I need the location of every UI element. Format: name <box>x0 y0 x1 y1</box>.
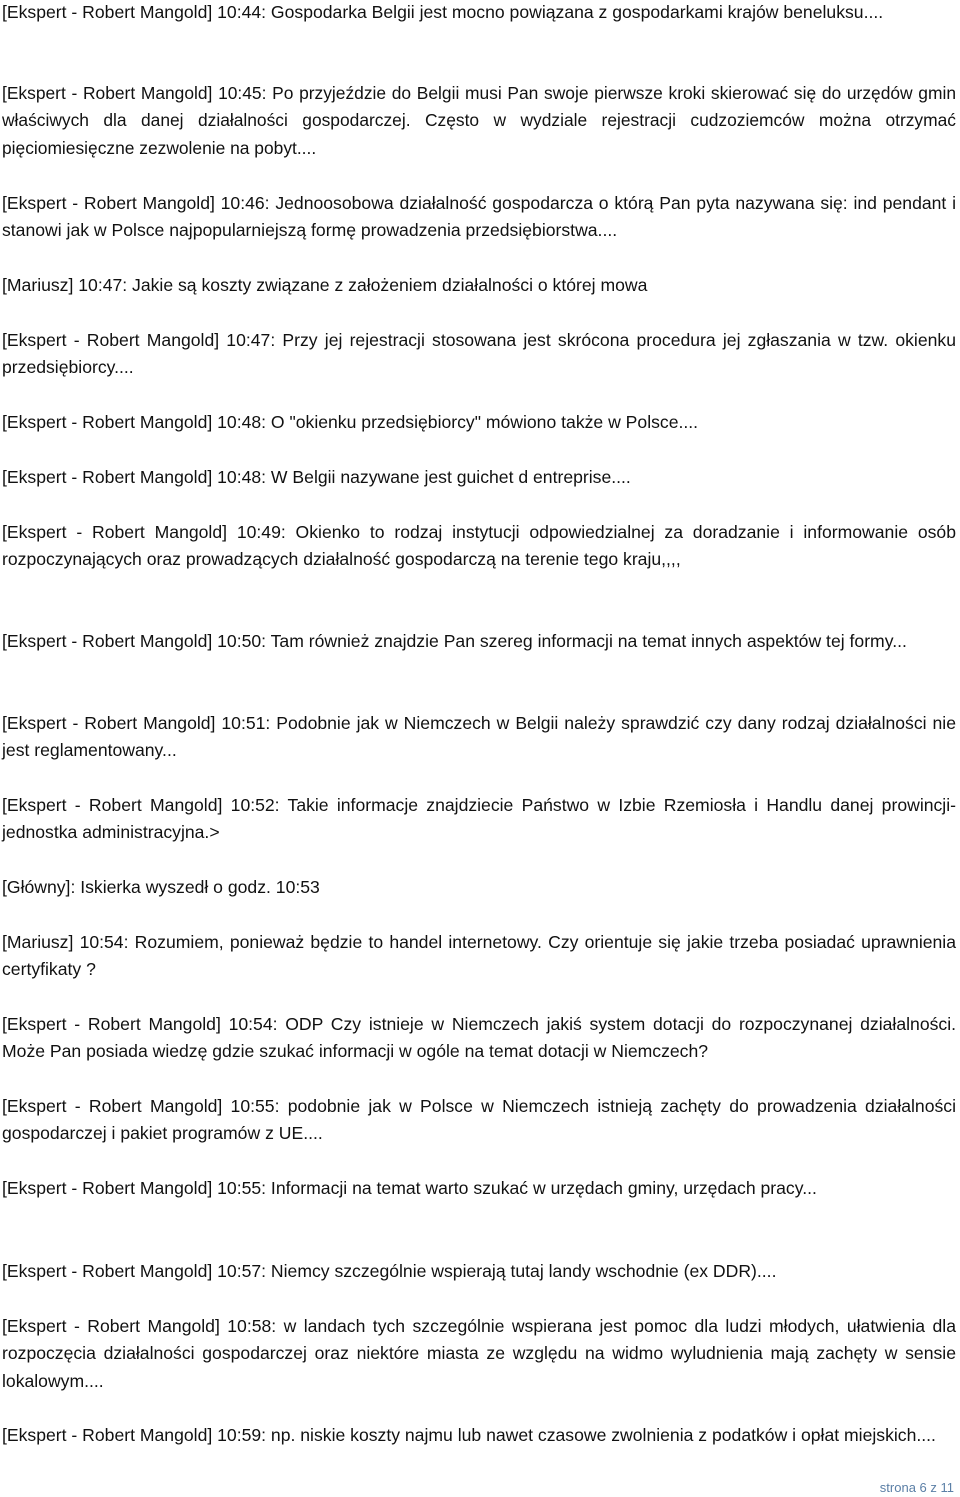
chat-message: [Ekspert - Robert Mangold] 10:59: np. niskie koszty najmu lub nawet czasowe zwolnienia z podatków i opłat miejskich.... <box>2 1425 936 1445</box>
chat-message: [Ekspert - Robert Mangold] 10:49: Okienko to rodzaj instytucji odpowiedzialnej za doradzanie i informowanie osób rozpoczynających oraz prowadzących działalność gospodarczą na terenie tego kraju,,,, <box>2 522 956 570</box>
chat-message: [Ekspert - Robert Mangold] 10:57: Niemcy szczególnie wspierają tutaj landy wschodnie (ex DDR).... <box>2 1261 777 1281</box>
chat-message: [Mariusz] 10:47: Jakie są koszty związane z założeniem działalności o której mowa <box>2 275 648 295</box>
chat-message: [Ekspert - Robert Mangold] 10:46: Jednoosobowa działalność gospodarcza o którą Pan pyta nazywana się: ind pendant i stanowi jak w Polsce najpopularniejszą formę prowadzenia przedsiębiorstwa.... <box>2 193 956 241</box>
chat-message: [Ekspert - Robert Mangold] 10:44: Gospodarka Belgii jest mocno powiązana z gospodarkami krajów beneluksu.... <box>2 2 884 22</box>
chat-message: [Ekspert - Robert Mangold] 10:52: Takie informacje znajdziecie Państwo w Izbie Rzemiosła i Handlu danej prowincji- jednostka administracyjna.> <box>2 795 956 843</box>
chat-message: [Ekspert - Robert Mangold] 10:55: Informacji na temat warto szukać w urzędach gminy, urzędach pracy... <box>2 1178 817 1198</box>
chat-message: [Ekspert - Robert Mangold] 10:54: ODP Czy istnieje w Niemczech jakiś system dotacji do rozpoczynanej działalności. Może Pan posiada wiedzę gdzie szukać informacji w ogóle na temat dotacji w Niemczech? <box>2 1014 956 1062</box>
chat-message: [Ekspert - Robert Mangold] 10:55: podobnie jak w Polsce w Niemczech istnieją zachęty do prowadzenia działalności gospodarczej i pakiet programów z UE.... <box>2 1096 956 1144</box>
chat-message: [Główny]: Iskierka wyszedł o godz. 10:53 <box>2 877 320 897</box>
chat-message: [Mariusz] 10:54: Rozumiem, ponieważ będzie to handel internetowy. Czy orientuje się jakie trzeba posiadać uprawnienia certyfikaty ? <box>2 932 956 980</box>
chat-message: [Ekspert - Robert Mangold] 10:47: Przy jej rejestracji stosowana jest skrócona procedura jej zgłaszania w tzw. okienku przedsiębiorcy.... <box>2 330 956 378</box>
chat-message: [Ekspert - Robert Mangold] 10:45: Po przyjeździe do Belgii musi Pan swoje pierwsze kroki skierować się do urzędów gmin właściwych dla danej działalności gospodarczej. Często w wydziale rejestracji cudzoziemców można otrzymać pięciomiesięczne zezwolenie na pobyt.... <box>2 83 956 158</box>
chat-message: [Ekspert - Robert Mangold] 10:48: W Belgii nazywane jest guichet d entreprise.... <box>2 467 631 487</box>
chat-message: [Ekspert - Robert Mangold] 10:58: w landach tych szczególnie wspierana jest pomoc dla ludzi młodych, ułatwienia dla rozpoczęcia działalności gospodarczej oraz niektóre miasta ze względu na widmo wyludnienia mają zachęty w sensie lokalowym.... <box>2 1316 956 1391</box>
chat-message: [Ekspert - Robert Mangold] 10:48: O "okienku przedsiębiorcy" mówiono także w Polsce.... <box>2 412 699 432</box>
page-number: strona 6 z 11 <box>879 1480 954 1495</box>
chat-message: [Ekspert - Robert Mangold] 10:50: Tam również znajdzie Pan szereg informacji na temat innych aspektów tej formy... <box>2 631 907 651</box>
chat-message: [Ekspert - Robert Mangold] 10:51: Podobnie jak w Niemczech w Belgii należy sprawdzić czy dany rodzaj działalności nie jest reglamentowany... <box>2 713 956 761</box>
